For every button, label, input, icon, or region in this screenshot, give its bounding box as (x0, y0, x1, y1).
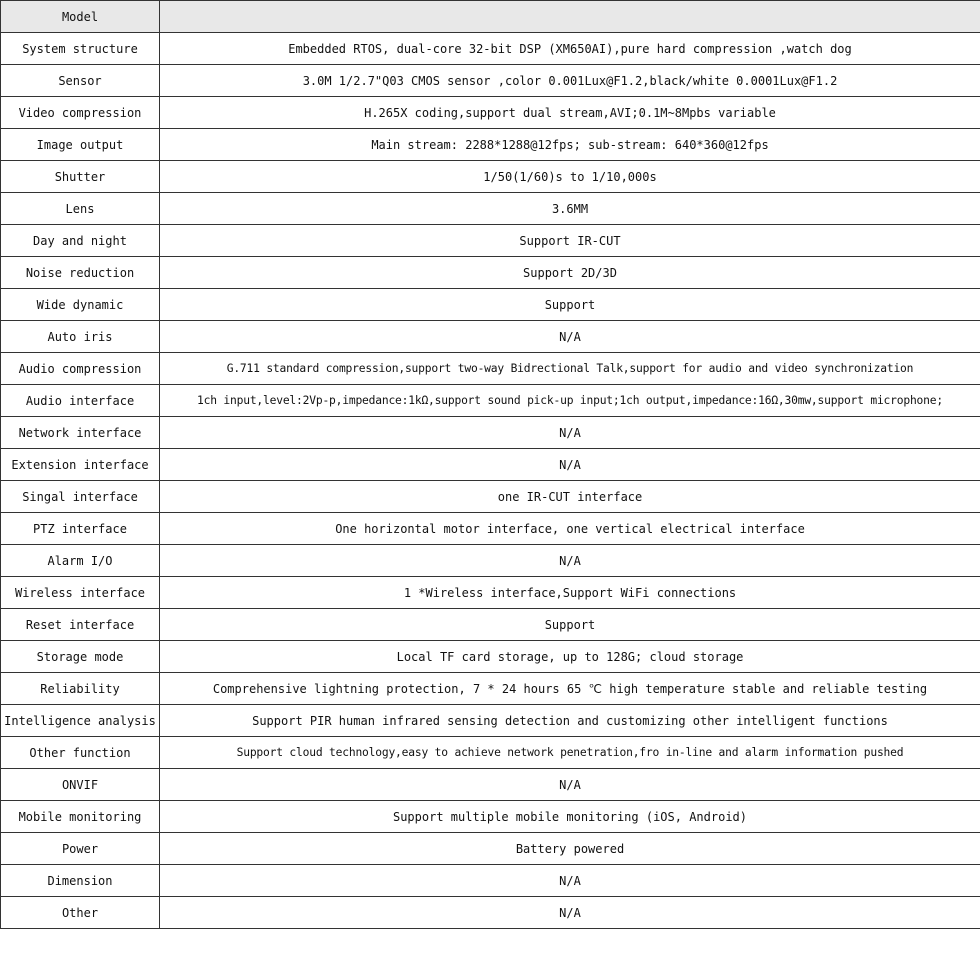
table-row (1, 33, 980, 65)
row-value: 1ch input,level:2Vp-p,impedance:1kΩ,support sound pick-up input;1ch output,impedance:16Ω,30mw,support microphone; (160, 385, 980, 417)
row-value: Support (160, 609, 980, 641)
table-row (1, 65, 980, 97)
row-value: Support PIR human infrared sensing detection and customizing other intelligent functions (160, 705, 980, 737)
table-row (1, 737, 980, 769)
table-row (1, 417, 980, 449)
row-label: Power (1, 833, 160, 865)
table-row (1, 481, 980, 513)
table-row (1, 897, 980, 929)
row-label: Image output (1, 129, 160, 161)
row-value: N/A (160, 449, 980, 481)
row-label: Wireless interface (1, 577, 160, 609)
row-label: Sensor (1, 65, 160, 97)
row-label: Day and night (1, 225, 160, 257)
table-row (1, 769, 980, 801)
header-value (160, 1, 980, 33)
row-label: Dimension (1, 865, 160, 897)
row-value: N/A (160, 865, 980, 897)
row-value: 1 *Wireless interface,Support WiFi connections (160, 577, 980, 609)
table-row (1, 513, 980, 545)
row-label: Audio compression (1, 353, 160, 385)
table-row (1, 545, 980, 577)
table-row (1, 705, 980, 737)
table-row (1, 801, 980, 833)
table-row (1, 449, 980, 481)
table-header-row (1, 1, 980, 33)
row-label: Intelligence analysis (1, 705, 160, 737)
table-row (1, 257, 980, 289)
row-label: Wide dynamic (1, 289, 160, 321)
row-label: ONVIF (1, 769, 160, 801)
row-label: Reliability (1, 673, 160, 705)
header-label: Model (1, 1, 160, 33)
row-value: Comprehensive lightning protection, 7 * 24 hours 65 ℃ high temperature stable and reliable testing (160, 673, 980, 705)
table-row (1, 97, 980, 129)
row-label: Noise reduction (1, 257, 160, 289)
row-label: Video compression (1, 97, 160, 129)
row-value: N/A (160, 769, 980, 801)
table-row (1, 225, 980, 257)
row-value: N/A (160, 545, 980, 577)
row-label: Other (1, 897, 160, 929)
row-label: Mobile monitoring (1, 801, 160, 833)
row-label: Extension interface (1, 449, 160, 481)
table-row (1, 833, 980, 865)
row-value: Support (160, 289, 980, 321)
row-value: One horizontal motor interface, one vertical electrical interface (160, 513, 980, 545)
row-value: N/A (160, 897, 980, 929)
table-row (1, 321, 980, 353)
row-value: N/A (160, 321, 980, 353)
row-value: one IR-CUT interface (160, 481, 980, 513)
row-label: Singal interface (1, 481, 160, 513)
table-row (1, 609, 980, 641)
table-row (1, 193, 980, 225)
table-row (1, 385, 980, 417)
table-row (1, 161, 980, 193)
row-label: System structure (1, 33, 160, 65)
row-value: Main stream: 2288*1288@12fps; sub-stream: 640*360@12fps (160, 129, 980, 161)
row-value: Support cloud technology,easy to achieve network penetration,fro in-line and alarm information pushed (160, 737, 980, 769)
table-row (1, 289, 980, 321)
table-row (1, 865, 980, 897)
row-label: PTZ interface (1, 513, 160, 545)
row-value: Embedded RTOS, dual-core 32-bit DSP (XM650AI),pure hard compression ,watch dog (160, 33, 980, 65)
row-value: Local TF card storage, up to 128G; cloud storage (160, 641, 980, 673)
row-label: Alarm I/O (1, 545, 160, 577)
table-row (1, 353, 980, 385)
row-value: 1/50(1/60)s to 1/10,000s (160, 161, 980, 193)
row-label: Auto iris (1, 321, 160, 353)
row-value: N/A (160, 417, 980, 449)
table-row (1, 673, 980, 705)
row-value: Support 2D/3D (160, 257, 980, 289)
row-value: 3.0M 1/2.7"Q03 CMOS sensor ,color 0.001Lux@F1.2,black/white 0.0001Lux@F1.2 (160, 65, 980, 97)
row-value: Battery powered (160, 833, 980, 865)
table-row (1, 577, 980, 609)
row-value: Support multiple mobile monitoring (iOS, Android) (160, 801, 980, 833)
row-label: Lens (1, 193, 160, 225)
row-label: Reset interface (1, 609, 160, 641)
row-value: G.711 standard compression,support two-way Bidrectional Talk,support for audio and video synchronization (160, 353, 980, 385)
table-row (1, 129, 980, 161)
row-value: 3.6MM (160, 193, 980, 225)
row-value: Support IR-CUT (160, 225, 980, 257)
row-label: Storage mode (1, 641, 160, 673)
row-label: Audio interface (1, 385, 160, 417)
row-label: Shutter (1, 161, 160, 193)
row-label: Network interface (1, 417, 160, 449)
row-label: Other function (1, 737, 160, 769)
row-value: H.265X coding,support dual stream,AVI;0.1M~8Mpbs variable (160, 97, 980, 129)
table-row (1, 641, 980, 673)
